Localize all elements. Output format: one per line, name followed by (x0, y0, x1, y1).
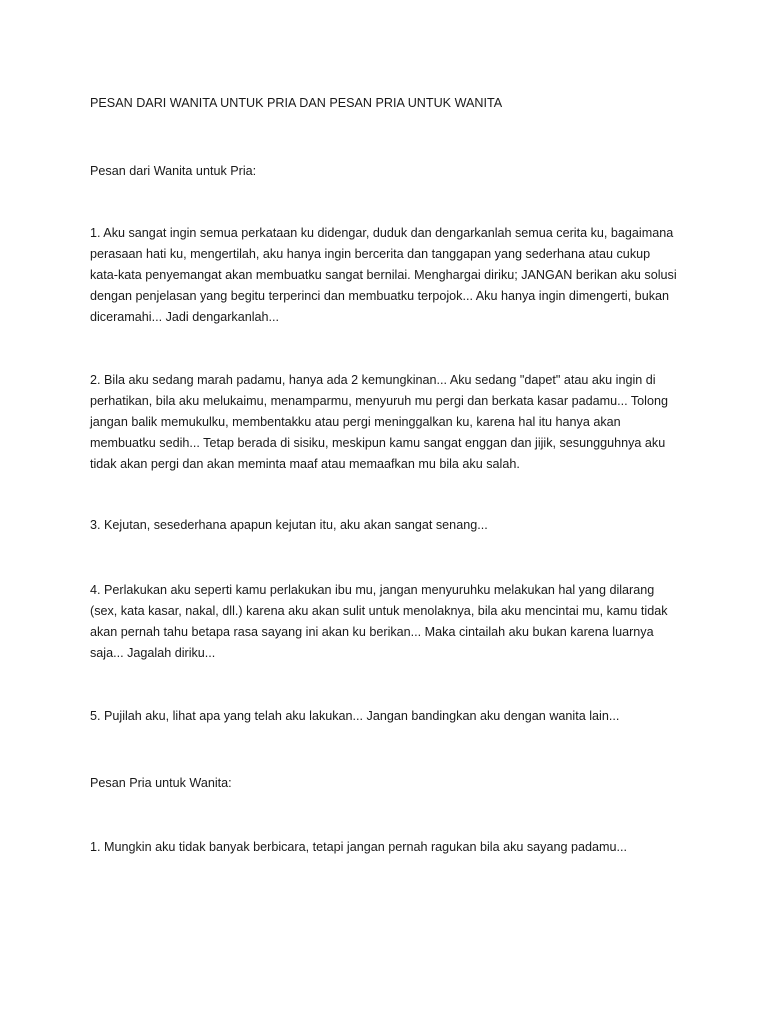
paragraph-line: 2. Bila aku sedang marah padamu, hanya ada 2 kemungkinan... Aku sedang "dapet" atau aku ingin di (90, 373, 656, 387)
paragraph-line: 1. Mungkin aku tidak banyak berbicara, tetapi jangan pernah ragukan bila aku sayang padamu... (90, 840, 627, 854)
women-message-4 (90, 580, 690, 664)
paragraph-line: kata-kata penyemangat akan membuatku sangat bernilai. Menghargai diriku; JANGAN berikan aku solusi (90, 268, 677, 282)
men-message-1 (90, 837, 690, 858)
paragraph-line: (sex, kata kasar, nakal, dll.) karena aku akan sulit untuk menolaknya, bila aku mencintai mu, kamu tidak (90, 604, 668, 618)
paragraph-line: tidak akan pergi dan akan meminta maaf atau memaafkan mu bila aku salah. (90, 457, 520, 471)
paragraph-line: 4. Perlakukan aku seperti kamu perlakukan ibu mu, jangan menyuruhku melakukan hal yang dilarang (90, 583, 655, 597)
women-message-2 (90, 370, 690, 475)
paragraph-line: dengan penjelasan yang begitu terperinci dan membuatku terpojok... Aku hanya ingin dimengerti, bukan (90, 289, 669, 303)
paragraph-line: perasaan hati ku, mengertilah, aku hanya ingin bercerita dan tanggapan yang sederhana atau cukup (90, 247, 651, 261)
paragraph-line: 5. Pujilah aku, lihat apa yang telah aku lakukan... Jangan bandingkan aku dengan wanita lain... (90, 709, 620, 723)
paragraph-line: diceramahi... Jadi dengarkanlah... (90, 310, 280, 324)
paragraph-line: saja... Jagalah diriku... (90, 646, 216, 660)
section-heading-men: Pesan Pria untuk Wanita: (90, 776, 232, 790)
paragraph-line: membuatku sedih... Tetap berada di sisiku, meskipun kamu sangat enggan dan jijik, sesungguhnya aku (90, 436, 666, 450)
document-page (90, 0, 690, 1024)
section-heading-women: Pesan dari Wanita untuk Pria: (90, 164, 257, 178)
paragraph-line: akan pernah tahu betapa rasa sayang ini akan ku berikan... Maka cintailah aku bukan karena luarnya (90, 625, 654, 639)
paragraph-line: 3. Kejutan, sesederhana apapun kejutan itu, aku akan sangat senang... (90, 518, 488, 532)
paragraph-line: perhatikan, bila aku melukaimu, menamparmu, menyuruh mu pergi dan berkata kasar padamu... Tolong (90, 394, 668, 408)
women-message-1 (90, 223, 690, 328)
women-message-5 (90, 706, 690, 727)
women-message-3 (90, 515, 690, 536)
document-title: PESAN DARI WANITA UNTUK PRIA DAN PESAN PRIA UNTUK WANITA (90, 96, 503, 110)
paragraph-line: 1. Aku sangat ingin semua perkataan ku didengar, duduk dan dengarkanlah semua cerita ku, bagaimana (90, 226, 674, 240)
paragraph-line: jangan balik memukulku, membentakku atau pergi meninggalkan ku, karena hal itu hanya akan (90, 415, 621, 429)
